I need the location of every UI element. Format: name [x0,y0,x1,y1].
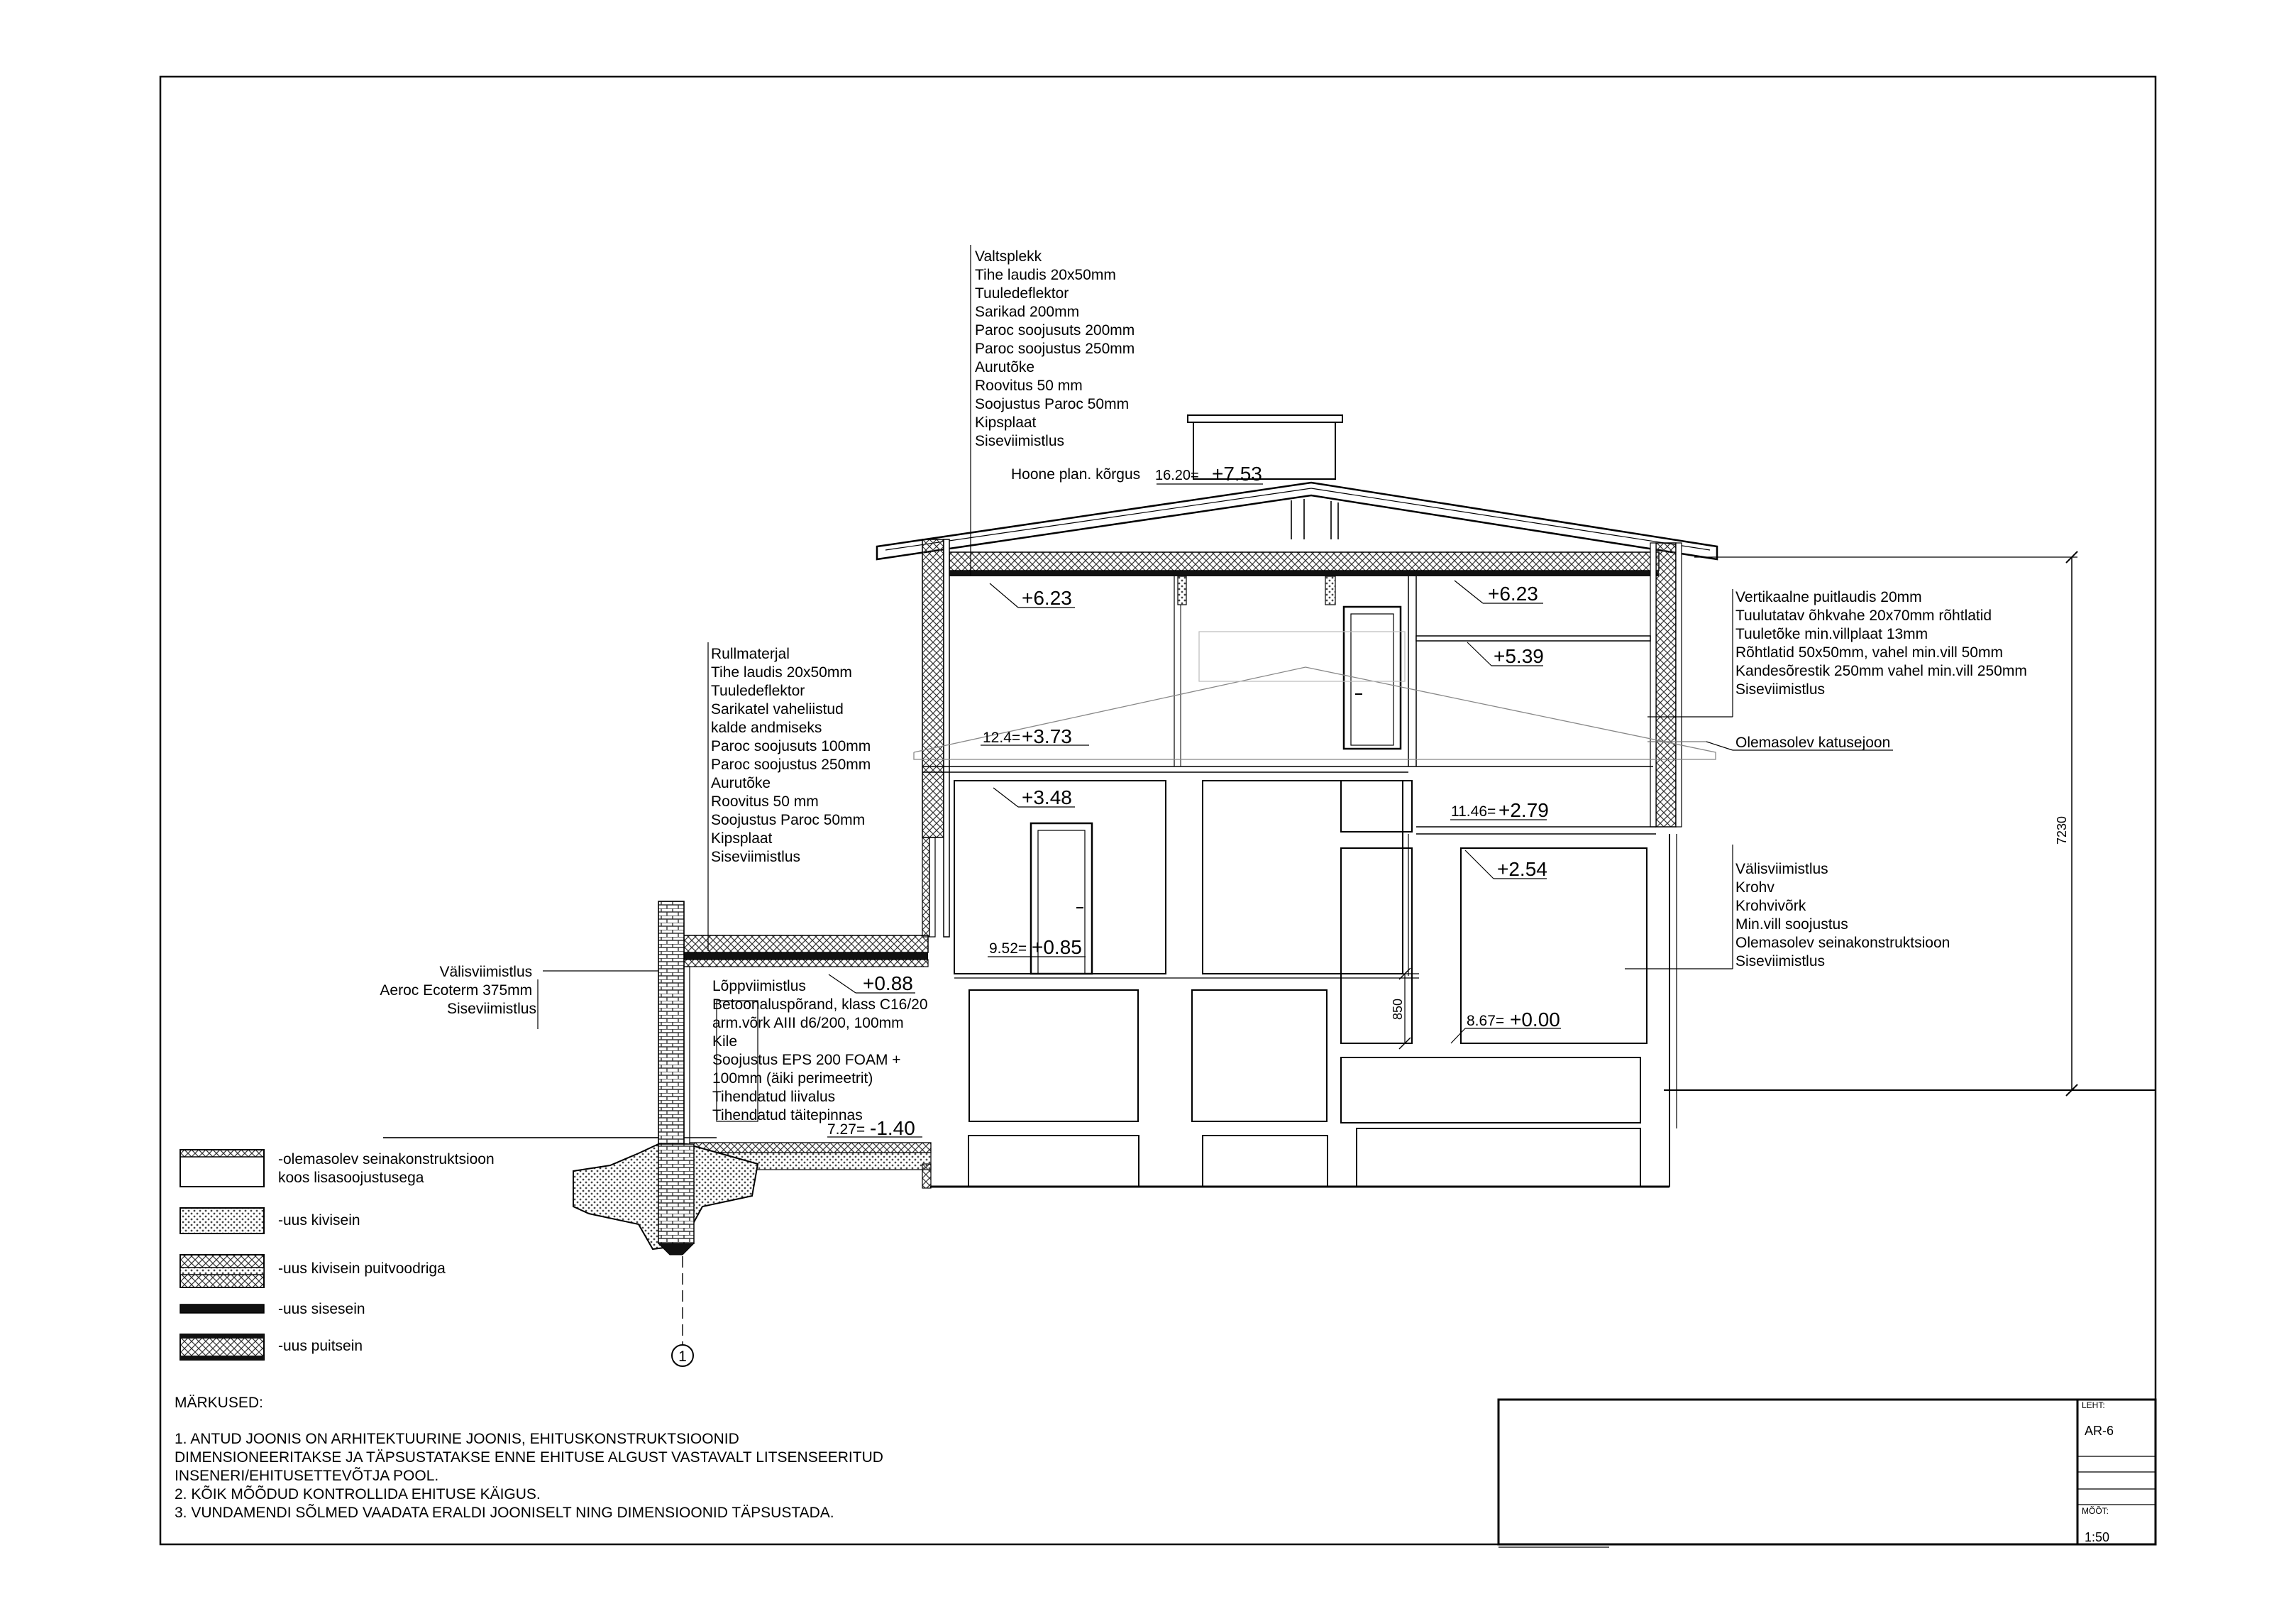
flat-roof-note: Rullmaterjal Tihe laudis 20x50mm Tuuledeflektor Sarikatel vaheliistud kalde andmiseks Paroc soojusuts 100mm Paroc soojustus 250mm Aurutõke Roovitus 50 mm Soojustus Paroc 50mm Kipsplaat Siseviimistlus [711,646,871,865]
height-label: Hoone plan. kõrgus [1011,466,1141,483]
roof-insulation [949,552,1659,571]
sheet-label: LEHT: [2082,1400,2105,1410]
level-279-abs: 11.46= [1451,803,1496,820]
level-000: +0.00 [1510,1009,1560,1031]
flat-roof [684,935,928,952]
wall-right-upper [1656,543,1676,827]
level-623-right: +6.23 [1488,583,1538,605]
wall-left-wing [658,901,684,1157]
height-abs: 16.20= [1155,468,1199,483]
door-upper [1344,607,1401,749]
roof-note: Valtsplekk Tihe laudis 20x50mm Tuuledeflektor Sarikad 200mm Paroc soojusuts 200mm Paroc soojustus 250mm Aurutõke Roovitus 50 mm Soojustus Paroc 50mm Kipsplaat Siseviimistlus [975,248,1135,449]
level-085-abs: 9.52= [989,940,1027,957]
pitched-roof [877,483,1717,559]
foundation-slab [690,1143,931,1153]
notes-body: 1. ANTUD JOONIS ON ARHITEKTUURINE JOONIS, EHITUSKONSTRUKTSIOONID DIMENSIONEERITAKSE JA TÄPSUSTATAKSE ENNE EHITUSE ALGUST VASTAVALT LITSENSEERITUD INSENERI/EHITUSETTEVÕTJA POOL. 2. KÕIK MÕÕDUD KONTROLLIDA EHITUSE KÄIGUS. 3. VUNDAMENDI SÕLMED VAADATA ERALDI JOONISELT NING DIMENSIOONID TÄPSUSTADA. [175,1431,883,1521]
sheet-border [160,77,2156,1544]
level-140-abs: 7.27= [827,1121,866,1138]
old-roof-line-label: Olemasolev katusejoon [1735,735,1891,751]
level-000-abs: 8.67= [1467,1013,1505,1029]
title-block [1499,1400,2156,1547]
legend-label-interior-wall: -uus sisesein [278,1301,365,1317]
level-254: +2.54 [1497,858,1547,880]
level-373-abs: 12.4= [983,730,1021,746]
dimension-850: 850 [1391,998,1405,1021]
level-279: +2.79 [1499,799,1549,821]
chimney-cap [1188,415,1342,422]
right-wall-note: Vertikaalne puitlaudis 20mm Tuulutatav õhkvahe 20x70mm rõhtlatid Tuuletõke min.villplaat 13mm Rõhtlatid 50x50mm, vahel min.vill 50mm Kandesõrestik 250mm vahel min.vill 250mm Siseviimistlus [1735,589,2027,698]
height-rel: +7.53 [1212,463,1262,485]
left-wall-note: Välisviimistlus Aeroc Ecoterm 375mm Siseviimistlus [380,964,536,1017]
level-140: -1.40 [870,1117,915,1139]
legend-swatch-interior-wall [180,1304,264,1313]
legend-label-new-stone-wall: -uus kivisein [278,1212,360,1229]
axis-label: 1 [678,1348,687,1365]
level-539: +5.39 [1494,645,1544,667]
notes-title: MÄRKUSED: [175,1395,263,1411]
building-section [383,415,2156,1366]
legend-label-timber-wall: -uus puitsein [278,1338,363,1354]
dimension-overall: 7230 [2055,815,2069,845]
legend-label-existing-wall: -olemasolev seinakonstruktsioon koos lisasoojustusega [278,1151,495,1186]
legend [180,1150,499,1360]
legend-swatch-new-stone-wall [180,1208,264,1233]
level-373: +3.73 [1022,725,1072,747]
level-085: +0.85 [1032,936,1082,958]
right-lower-note: Välisviimistlus Krohv Krohvivõrk Min.vill soojustus Olemasolev seinakonstruktsioon Siseviimistlus [1735,861,1950,969]
legend-label-stone-wood-wall: -uus kivisein puitvoodriga [278,1260,446,1277]
level-088: +0.88 [863,972,913,994]
floor-note: Lõppviimistlus Betoonaluspõrand, klass C16/20 arm.võrk AIII d6/200, 100mm Kile Soojustus EPS 200 FOAM + 100mm (äiki perimeetrit) Tihendatud liivalus Tihendatud täitepinnas [712,978,928,1123]
scale-value: 1:50 [2085,1530,2110,1544]
sheet-number: AR-6 [2085,1424,2114,1438]
level-623-left: +6.23 [1022,587,1072,609]
wall-left-upper [922,539,944,837]
level-348: +3.48 [1022,786,1072,808]
scale-label: MÕÕT: [2082,1506,2109,1516]
